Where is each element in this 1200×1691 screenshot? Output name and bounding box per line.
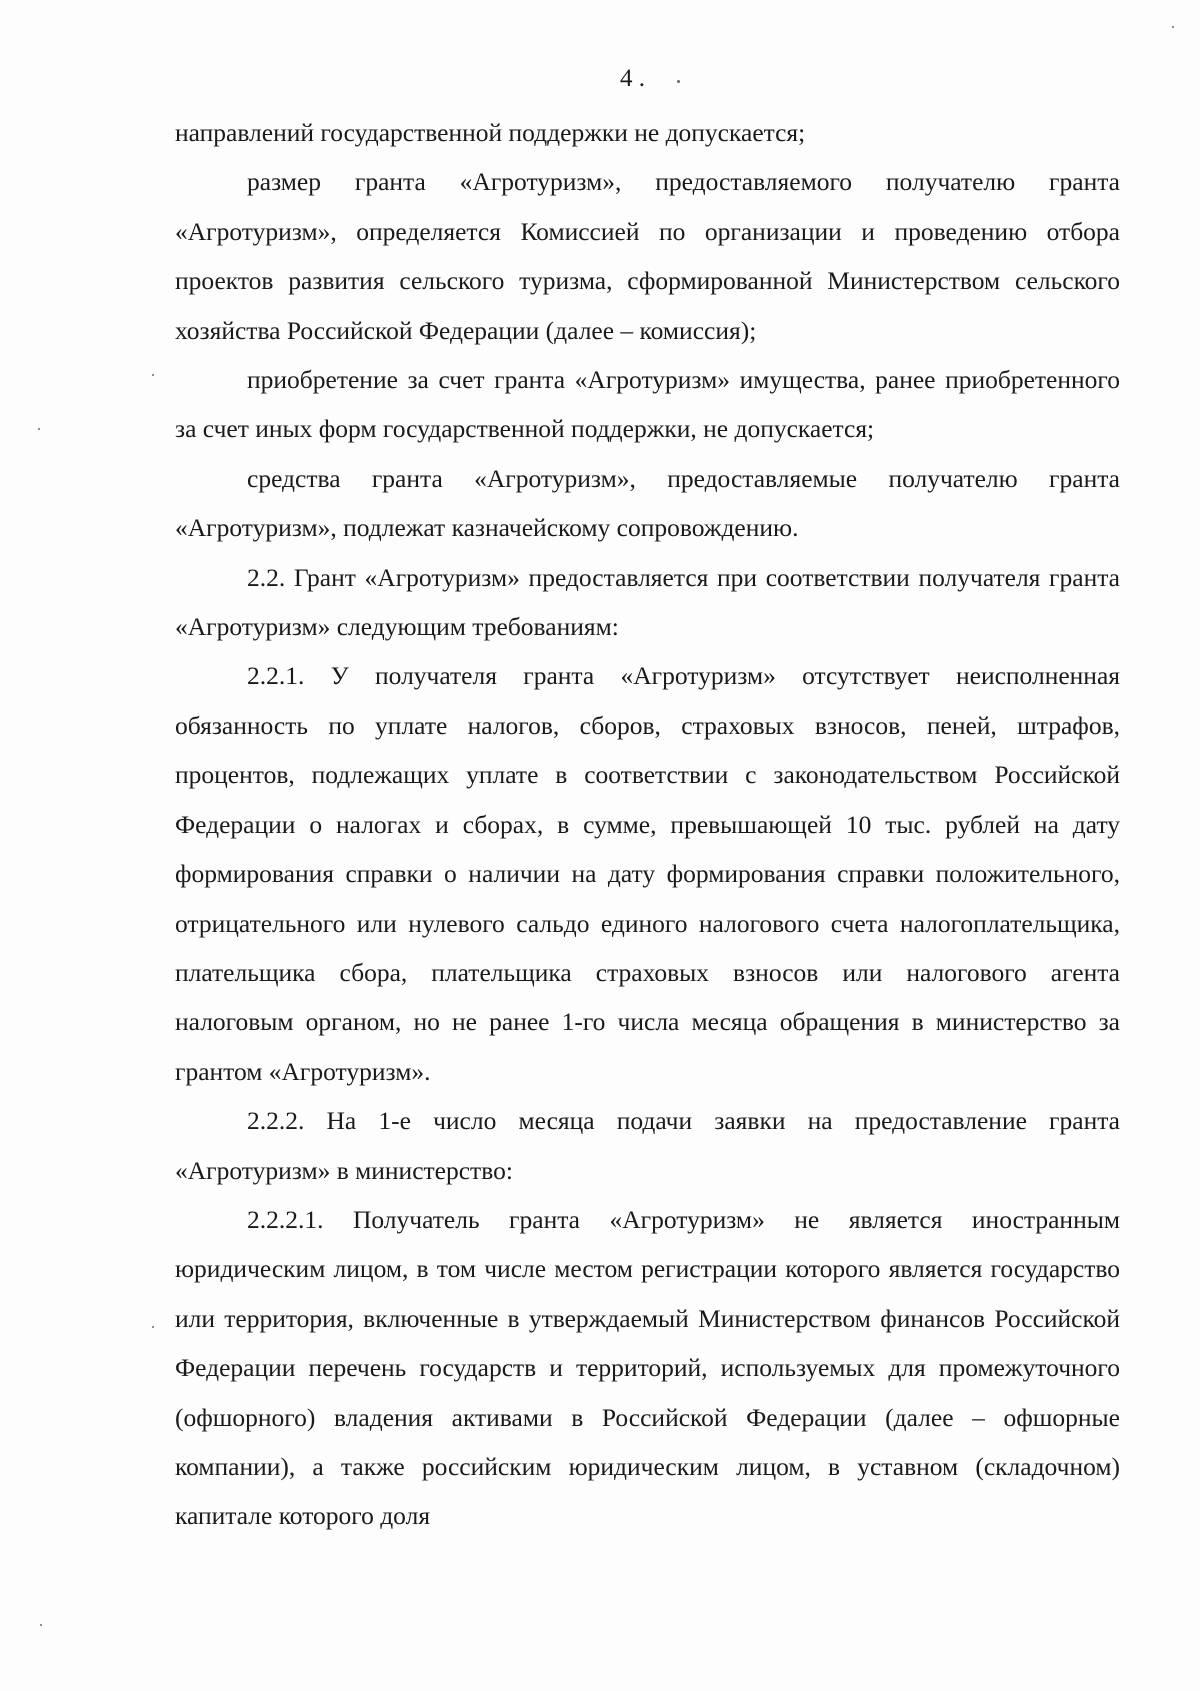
paragraph: средства гранта «Агротуризм», предоставляемые получателю гранта «Агротуризм», подлежат казначейскому сопровождению. [175,463,1120,543]
paragraph: 2.2.2. На 1-е число месяца подачи заявки на предоставление гранта «Агротуризм» в министерство: [175,1106,1120,1185]
scan-speck [152,374,154,376]
paragraph: размер гранта «Агротуризм», предоставляемого получателю гранта «Агротуризм», определяется Комиссией по организации и проведению отбора проектов развития сельского туризма, сформированной Министерством сельского хозяйства Российской Федерации (далее – комиссия); [175,167,1120,345]
scan-speck [38,428,40,430]
page-number: 4 . [620,65,645,92]
paragraph: 2.2.1. У получателя гранта «Агротуризм» отсутствует неисполненная обязанность по уплате налогов, сборов, страховых взносов, пеней, штрафов, процентов, подлежащих уплате в соответствии с законодательством Российской Федерации о налогах и сборах, в сумме, превышающей 10 тыс. рублей на дату формирования справки о наличии на дату формирования справки положительного, отрицательного или нулевого сальдо единого налогового счета налогоплательщика, плательщика сбора, плательщика страховых взносов или налогового агента налоговым органом, но не ранее 1-го числа месяца обращения в министерство за грантом «Агротуризм». [175,661,1120,1086]
scan-speck [677,80,680,83]
document-body [175,108,1120,1541]
scan-speck [40,1624,42,1626]
paragraph: приобретение за счет гранта «Агротуризм» имущества, ранее приобретенного за счет иных форм государственной поддержки, не допускается; [175,365,1120,444]
paragraph: 2.2.2.1. Получатель гранта «Агротуризм» не является иностранным юридическим лицом, в том числе местом регистрации которого является государство или территория, включенные в утверждаемый Министерством финансов Российской Федерации перечень государств и территорий, используемых для промежуточного (офшорного) владения активами в Российской Федерации (далее – офшорные компании), а также российским юридическим лицом, в уставном (складочном) капитале которого доля [175,1204,1120,1531]
scan-speck [1172,26,1174,28]
paragraph: направлений государственной поддержки не допускается; [175,118,806,147]
paragraph: 2.2. Грант «Агротуризм» предоставляется при соответствии получателя гранта «Агротуризм» следующим требованиям: [175,562,1120,642]
scan-speck [152,1326,154,1328]
